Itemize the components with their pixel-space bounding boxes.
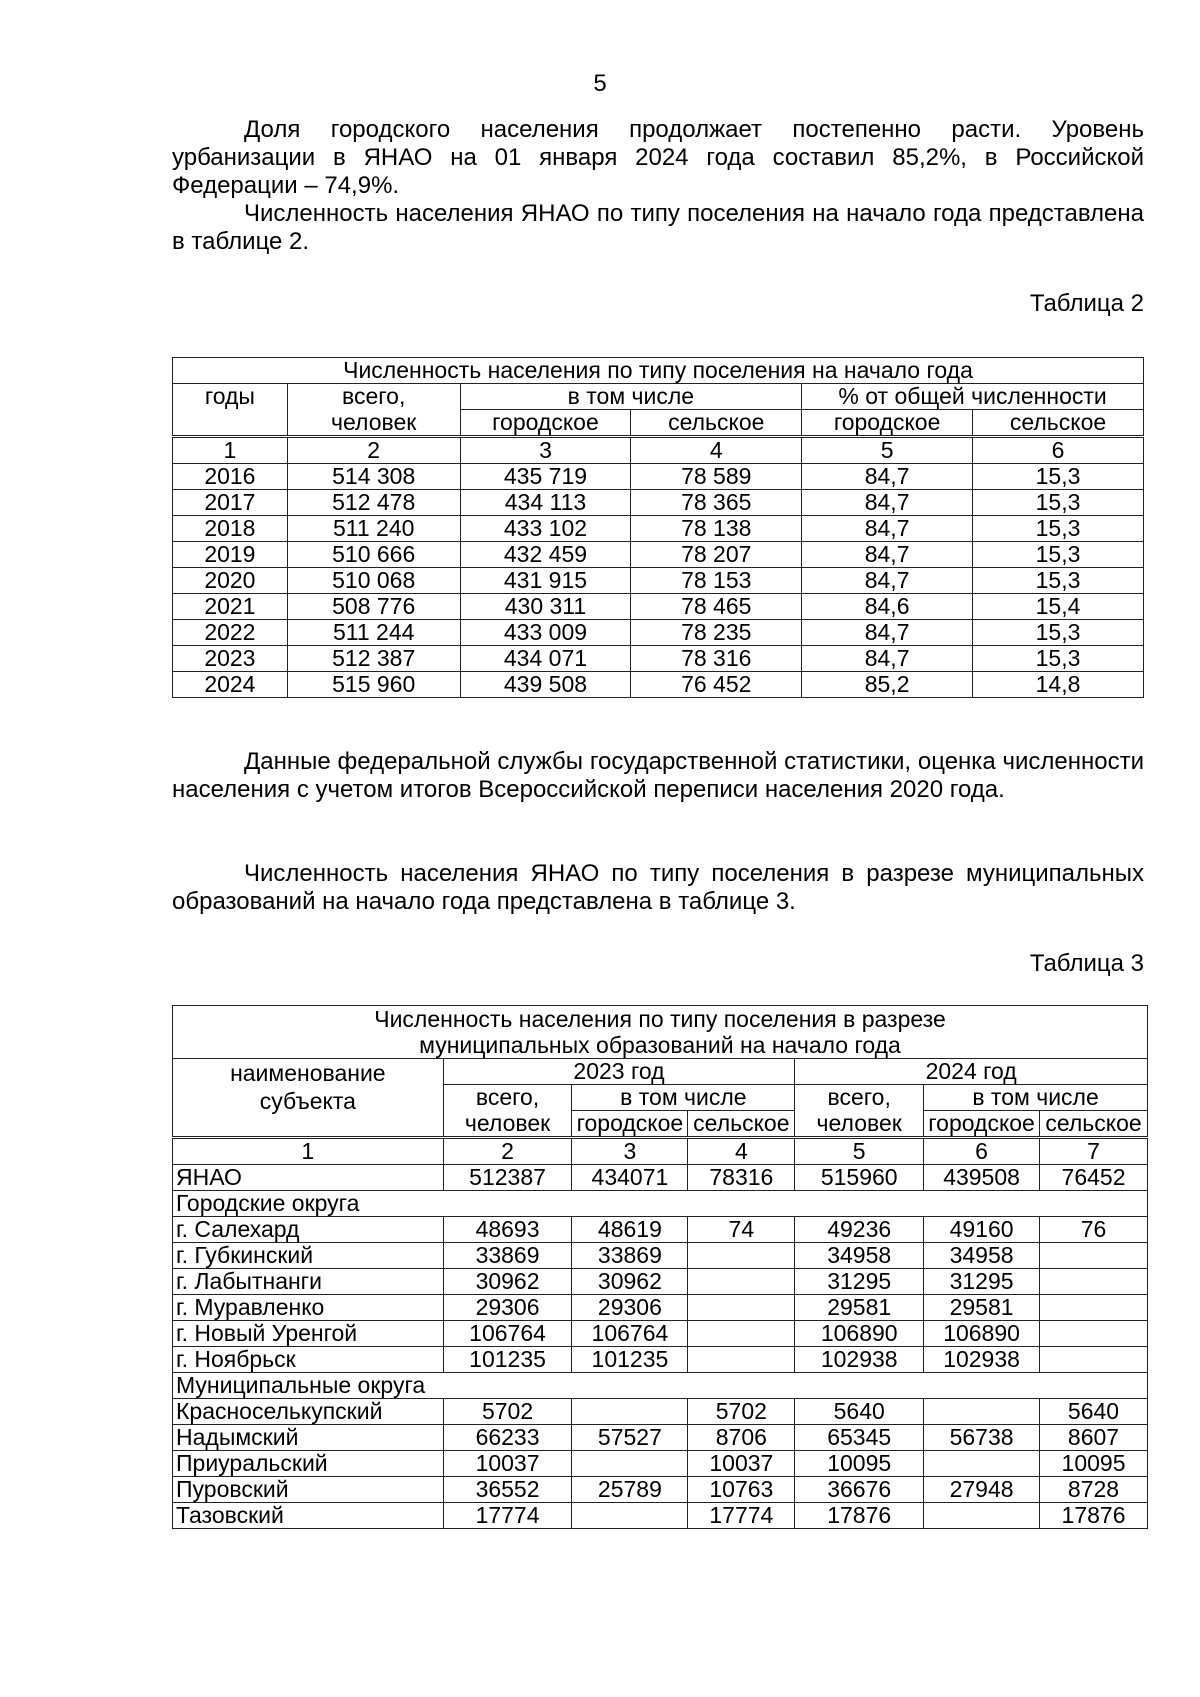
table2-cell: 512 478: [287, 490, 460, 516]
table3-cell: [572, 1399, 688, 1425]
table3-region-name: г. Губкинский: [173, 1243, 444, 1269]
table3-cell: [924, 1451, 1040, 1477]
table3-cell: 10037: [688, 1451, 795, 1477]
table2-cell: 84,7: [802, 620, 973, 646]
table3-cell: 57527: [572, 1425, 688, 1451]
table3-cell: 30962: [572, 1269, 688, 1295]
table3-cell: 101235: [443, 1347, 572, 1373]
table3-column-number: 2: [443, 1138, 572, 1165]
table2-cell: 2024: [173, 672, 288, 698]
table2-header-year: годы: [173, 384, 288, 410]
table2-cell: 78 235: [631, 620, 802, 646]
table2-cell: 434 071: [460, 646, 631, 672]
table3-cell: 36676: [795, 1477, 924, 1503]
table2-cell: 84,7: [802, 542, 973, 568]
table3-region-name: Красноселькупский: [173, 1399, 444, 1425]
table3: [172, 1005, 1148, 1529]
table3-header-name-line1: наименование: [230, 1060, 386, 1086]
table3-cell: 17876: [1040, 1503, 1148, 1529]
table3-cell: 5702: [688, 1399, 795, 1425]
table2-cell: 15,3: [973, 620, 1144, 646]
table2-cell: 78 589: [631, 464, 802, 490]
table3-row: [173, 1477, 1148, 1503]
table3-cell: 101235: [572, 1347, 688, 1373]
table2-cell: 510 068: [287, 568, 460, 594]
table2-header-total: всего,: [287, 384, 460, 410]
table2-cell: 433 009: [460, 620, 631, 646]
table3-cell: 34958: [924, 1243, 1040, 1269]
table3-section-municipal: [173, 1373, 1148, 1399]
table2-cell: 84,6: [802, 594, 973, 620]
table2: [172, 357, 1144, 698]
table3-section-city: [173, 1191, 1148, 1217]
table2-cell: 433 102: [460, 516, 631, 542]
table3-cell: [688, 1347, 795, 1373]
table3-cell: [688, 1269, 795, 1295]
table3-cell: 31295: [924, 1269, 1040, 1295]
table3-cell: 10095: [795, 1451, 924, 1477]
table2-cell: 508 776: [287, 594, 460, 620]
table3-cell: [688, 1321, 795, 1347]
table3-cell: 29581: [795, 1295, 924, 1321]
table3-region-name: Пуровский: [173, 1477, 444, 1503]
table3-cell: 434071: [572, 1165, 688, 1191]
table2-cell: 84,7: [802, 490, 973, 516]
table2-cell: 85,2: [802, 672, 973, 698]
table3-cell: 48619: [572, 1217, 688, 1243]
table3-title-line1: Численность населения по типу поселения в разрезе: [374, 1006, 946, 1032]
table3-header-2024-total: всего,: [795, 1085, 924, 1111]
table2-cell: 15,3: [973, 490, 1144, 516]
table3-cell: 439508: [924, 1165, 1040, 1191]
table3-row: [173, 1503, 1148, 1529]
table3-cell: 74: [688, 1217, 795, 1243]
table3-cell: 8728: [1040, 1477, 1148, 1503]
table2-column-number: 5: [802, 437, 973, 464]
table3-header-2023-rural: сельское: [688, 1111, 795, 1138]
table3-column-number: 5: [795, 1138, 924, 1165]
table3-header-2023-total: всего,: [443, 1085, 572, 1111]
table3-header-2023: 2023 год: [443, 1059, 795, 1085]
table3-cell: 66233: [443, 1425, 572, 1451]
table3-cell: 49236: [795, 1217, 924, 1243]
table2-cell: 2023: [173, 646, 288, 672]
table2-cell: 15,3: [973, 646, 1144, 672]
table3-region-name: г. Новый Уренгой: [173, 1321, 444, 1347]
table2-cell: 510 666: [287, 542, 460, 568]
table3-row-total: [173, 1165, 1148, 1191]
table3-cell: 76452: [1040, 1165, 1148, 1191]
table2-cell: 2017: [173, 490, 288, 516]
table3-cell: 25789: [572, 1477, 688, 1503]
table3-cell: 106764: [572, 1321, 688, 1347]
table3-row: [173, 1425, 1148, 1451]
table3-cell: 56738: [924, 1425, 1040, 1451]
table3-body: [173, 1138, 1148, 1529]
table2-row: [173, 646, 1144, 672]
table3-cell: 29306: [443, 1295, 572, 1321]
table2-cell: 2018: [173, 516, 288, 542]
table2-header-pct: % от общей численности: [802, 384, 1144, 410]
table2-header-pct-urban: городское: [802, 410, 973, 437]
table3-header-2023-incl: в том числе: [572, 1085, 795, 1111]
table3-cell: [572, 1503, 688, 1529]
table2-column-number: 6: [973, 437, 1144, 464]
table2-row: [173, 490, 1144, 516]
table2-label: Таблица 2: [1029, 290, 1144, 317]
table3-cell: 5640: [795, 1399, 924, 1425]
table3-title-line2: муниципальных образований на начало года: [419, 1032, 901, 1058]
table3-column-number: 4: [688, 1138, 795, 1165]
table3-title: [173, 1006, 1148, 1059]
paragraph-table3-intro: Численность населения ЯНАО по типу поселения в разрезе муниципальных образований на начало года представлена в таблице 3.: [172, 860, 1144, 915]
table2-cell: 78 316: [631, 646, 802, 672]
table3-column-numbers: [173, 1138, 1148, 1165]
table2-row: [173, 620, 1144, 646]
table2-cell: 2021: [173, 594, 288, 620]
table3-cell: 17774: [443, 1503, 572, 1529]
table3-column-number: 3: [572, 1138, 688, 1165]
table2-header-year-cont: [173, 410, 288, 437]
table2-cell: 84,7: [802, 516, 973, 542]
table3-row: [173, 1347, 1148, 1373]
table2-cell: 434 113: [460, 490, 631, 516]
table3-header-name-line2: субъекта: [259, 1088, 356, 1114]
table2-cell: 14,8: [973, 672, 1144, 698]
source-note: Данные федеральной службы государственной статистики, оценка численности населения с учетом итогов Всероссийской переписи населения 2020 года.: [172, 748, 1144, 803]
table3-header-2024-urban: городское: [924, 1111, 1040, 1138]
table2-cell: 84,7: [802, 646, 973, 672]
table2-cell: 432 459: [460, 542, 631, 568]
table2-cell: 15,3: [973, 568, 1144, 594]
paragraph-table2-intro: Численность населения ЯНАО по типу поселения на начало года представлена в таблице 2.: [172, 200, 1144, 255]
table2-cell: 512 387: [287, 646, 460, 672]
page-number: 5: [593, 70, 607, 97]
table3-cell: [688, 1243, 795, 1269]
table2-cell: 78 153: [631, 568, 802, 594]
table2-cell: 514 308: [287, 464, 460, 490]
table2-row: [173, 516, 1144, 542]
table2-header-incl: в том числе: [460, 384, 802, 410]
table2-column-number: 1: [173, 437, 288, 464]
table3-header-2023-urban: городское: [572, 1111, 688, 1138]
table2-cell: 2022: [173, 620, 288, 646]
table3-row: [173, 1321, 1148, 1347]
table3-header-2024-total-cont: человек: [795, 1111, 924, 1138]
table2-cell: 2019: [173, 542, 288, 568]
table3-cell: 29581: [924, 1295, 1040, 1321]
table2-cell: 78 465: [631, 594, 802, 620]
table2-row: [173, 568, 1144, 594]
table3-cell: [924, 1399, 1040, 1425]
table3-cell: 17774: [688, 1503, 795, 1529]
table3-section-city-label: Городские округа: [173, 1191, 1148, 1217]
table3-cell: 5640: [1040, 1399, 1148, 1425]
table3-cell: 49160: [924, 1217, 1040, 1243]
table3-row: [173, 1295, 1148, 1321]
table3-cell: 27948: [924, 1477, 1040, 1503]
table2-header-rural: сельское: [631, 410, 802, 437]
table2-body: [173, 437, 1144, 698]
table3-cell: 10037: [443, 1451, 572, 1477]
table3-cell: [1040, 1347, 1148, 1373]
table3-cell: [924, 1503, 1040, 1529]
table3-cell: 30962: [443, 1269, 572, 1295]
table2-cell: 78 207: [631, 542, 802, 568]
table3-section-municipal-label: Муниципальные округа: [173, 1373, 1148, 1399]
table3-row: [173, 1243, 1148, 1269]
table3-cell: 515960: [795, 1165, 924, 1191]
table3-label: Таблица 3: [1029, 950, 1144, 977]
table3-cell: 8607: [1040, 1425, 1148, 1451]
table3-row: [173, 1269, 1148, 1295]
table3-region-name: г. Салехард: [173, 1217, 444, 1243]
table3-cell: [688, 1295, 795, 1321]
table2-column-number: 3: [460, 437, 631, 464]
table3-row: [173, 1217, 1148, 1243]
table2-cell: 15,3: [973, 464, 1144, 490]
table3-row: [173, 1451, 1148, 1477]
table2-column-number: 4: [631, 437, 802, 464]
table3-cell: 78316: [688, 1165, 795, 1191]
table3-cell: 10763: [688, 1477, 795, 1503]
table2-row: [173, 672, 1144, 698]
table3-header-2024: 2024 год: [795, 1059, 1148, 1085]
table3-cell: 34958: [795, 1243, 924, 1269]
table3-cell: 17876: [795, 1503, 924, 1529]
table2-cell: 435 719: [460, 464, 631, 490]
table2-cell: 511 244: [287, 620, 460, 646]
table2-cell: 430 311: [460, 594, 631, 620]
table2-cell: 15,4: [973, 594, 1144, 620]
table2-cell: 84,7: [802, 464, 973, 490]
table3-cell: 76: [1040, 1217, 1148, 1243]
table3-cell: 33869: [572, 1243, 688, 1269]
table2-cell: 84,7: [802, 568, 973, 594]
table3-column-number: 1: [173, 1138, 444, 1165]
table3-region-name: Тазовский: [173, 1503, 444, 1529]
table2-row: [173, 542, 1144, 568]
table3-cell: [1040, 1295, 1148, 1321]
table3-header-2023-total-cont: человек: [443, 1111, 572, 1138]
table2-cell: 78 365: [631, 490, 802, 516]
table2-column-number: 2: [287, 437, 460, 464]
table3-region-name: Надымский: [173, 1425, 444, 1451]
table2-cell: 431 915: [460, 568, 631, 594]
table3-cell: [1040, 1243, 1148, 1269]
table2-cell: 439 508: [460, 672, 631, 698]
table2-column-numbers: [173, 437, 1144, 464]
table3-cell: 106890: [924, 1321, 1040, 1347]
table3-cell: 36552: [443, 1477, 572, 1503]
table3-cell: 10095: [1040, 1451, 1148, 1477]
table3-column-number: 6: [924, 1138, 1040, 1165]
table3-cell: 106890: [795, 1321, 924, 1347]
table2-cell: 2016: [173, 464, 288, 490]
table3-cell: 31295: [795, 1269, 924, 1295]
table3-region-name: г. Ноябрьск: [173, 1347, 444, 1373]
table3-region-name: г. Лабытнанги: [173, 1269, 444, 1295]
table3-header-name: [173, 1059, 444, 1138]
table3-cell: 512387: [443, 1165, 572, 1191]
table2-header-total-cont: человек: [287, 410, 460, 437]
table3-cell: 65345: [795, 1425, 924, 1451]
table3-column-number: 7: [1040, 1138, 1148, 1165]
table3-row: [173, 1399, 1148, 1425]
table3-cell: [1040, 1269, 1148, 1295]
table3-cell: 5702: [443, 1399, 572, 1425]
table3-cell: 8706: [688, 1425, 795, 1451]
table3-header-2024-rural: сельское: [1040, 1111, 1148, 1138]
table2-title: Численность населения по типу поселения на начало года: [173, 358, 1144, 384]
table2-header-pct-rural: сельское: [973, 410, 1144, 437]
table3-cell: 106764: [443, 1321, 572, 1347]
table2-cell: 15,3: [973, 516, 1144, 542]
table3-cell: 29306: [572, 1295, 688, 1321]
table2-cell: 76 452: [631, 672, 802, 698]
table3-region-name: Приуральский: [173, 1451, 444, 1477]
table3-cell: 33869: [443, 1243, 572, 1269]
table3-header-2024-incl: в том числе: [924, 1085, 1148, 1111]
table2-header-urban: городское: [460, 410, 631, 437]
table3-region-name: г. Муравленко: [173, 1295, 444, 1321]
table2-cell: 15,3: [973, 542, 1144, 568]
table2-cell: 2020: [173, 568, 288, 594]
table2-cell: 78 138: [631, 516, 802, 542]
table2-cell: 515 960: [287, 672, 460, 698]
table3-region-name: ЯНАО: [173, 1165, 444, 1191]
table2-row: [173, 464, 1144, 490]
table2-row: [173, 594, 1144, 620]
table3-cell: [572, 1451, 688, 1477]
table3-cell: [1040, 1321, 1148, 1347]
table2-cell: 511 240: [287, 516, 460, 542]
table3-cell: 102938: [795, 1347, 924, 1373]
table3-cell: 102938: [924, 1347, 1040, 1373]
paragraph-urbanization: Доля городского населения продолжает постепенно расти. Уровень урбанизации в ЯНАО на 01 января 2024 года составил 85,2%, в Российской Федерации – 74,9%.: [172, 116, 1144, 199]
table3-cell: 48693: [443, 1217, 572, 1243]
